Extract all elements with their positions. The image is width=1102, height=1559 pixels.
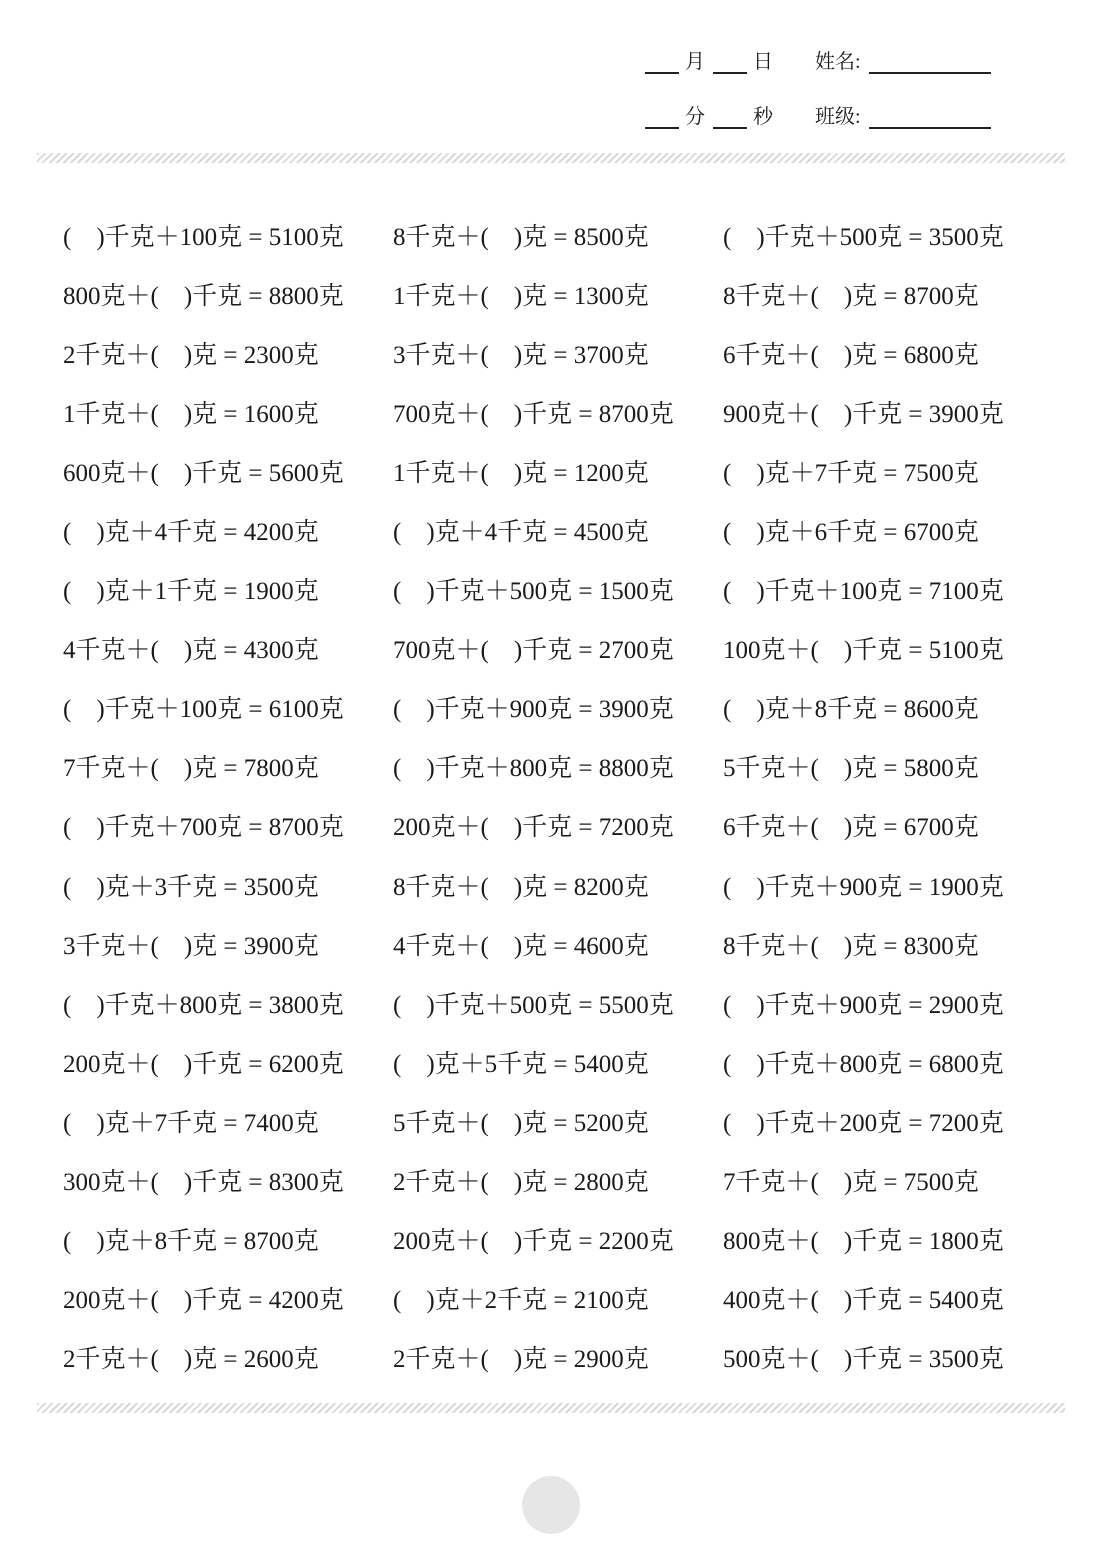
problem-item: 1千克＋( )克 = 1600克 xyxy=(63,400,319,428)
second-blank[interactable] xyxy=(713,107,747,129)
problem-item: 1千克＋( )克 = 1200克 xyxy=(393,459,649,487)
problem-row xyxy=(63,560,1063,619)
problem-row xyxy=(63,973,1063,1032)
problem-item: 300克＋( )千克 = 8300克 xyxy=(63,1169,344,1197)
problem-item: 200克＋( )千克 = 2200克 xyxy=(393,1228,674,1256)
time-row xyxy=(645,95,1065,129)
date-row xyxy=(645,40,1065,74)
problem-item: 900克＋( )千克 = 3900克 xyxy=(723,400,1004,428)
problem-row xyxy=(63,1091,1063,1150)
problem-item: 700克＋( )千克 = 8700克 xyxy=(393,400,674,428)
top-divider xyxy=(37,153,1065,163)
problem-row xyxy=(63,1032,1063,1091)
class-label: 班级: xyxy=(815,106,861,128)
problem-item: 8千克＋( )克 = 8300克 xyxy=(723,932,979,960)
problem-row xyxy=(63,914,1063,973)
problem-row xyxy=(63,205,1063,264)
problem-row xyxy=(63,737,1063,796)
problem-item: 2千克＋( )克 = 2600克 xyxy=(63,1346,319,1374)
problem-item: 4千克＋( )克 = 4600克 xyxy=(393,932,649,960)
problem-item: 8千克＋( )克 = 8200克 xyxy=(393,873,649,901)
problem-item: ( )千克＋900克 = 1900克 xyxy=(723,873,1004,901)
bottom-divider xyxy=(37,1403,1065,1413)
problem-item: ( )克＋5千克 = 5400克 xyxy=(393,1050,649,1078)
problem-item: ( )克＋7千克 = 7500克 xyxy=(723,459,979,487)
minute-label: 分 xyxy=(685,106,705,128)
problem-item: ( )克＋2千克 = 2100克 xyxy=(393,1287,649,1315)
problem-row xyxy=(63,264,1063,323)
problem-item: 200克＋( )千克 = 4200克 xyxy=(63,1287,344,1315)
problem-item: 3千克＋( )克 = 3900克 xyxy=(63,932,319,960)
problem-item: ( )千克＋800克 = 8800克 xyxy=(393,755,674,783)
problem-item: ( )克＋6千克 = 6700克 xyxy=(723,519,979,547)
problem-item: ( )千克＋700克 = 8700克 xyxy=(63,814,344,842)
problem-item: 600克＋( )千克 = 5600克 xyxy=(63,459,344,487)
problem-item: ( )千克＋200克 = 7200克 xyxy=(723,1109,1004,1137)
problem-item: 1千克＋( )克 = 1300克 xyxy=(393,282,649,310)
problem-item: ( )千克＋900克 = 3900克 xyxy=(393,696,674,724)
problem-item: 400克＋( )千克 = 5400克 xyxy=(723,1287,1004,1315)
problem-row xyxy=(63,441,1063,500)
day-blank[interactable] xyxy=(713,52,747,74)
problem-row xyxy=(63,796,1063,855)
problem-item: ( )克＋3千克 = 3500克 xyxy=(63,873,319,901)
minute-blank[interactable] xyxy=(645,107,679,129)
problem-row xyxy=(63,500,1063,559)
problem-row xyxy=(63,1328,1063,1387)
problem-item: 8千克＋( )克 = 8500克 xyxy=(393,223,649,251)
problem-item: 800克＋( )千克 = 1800克 xyxy=(723,1228,1004,1256)
problem-item: ( )千克＋500克 = 5500克 xyxy=(393,991,674,1019)
problem-item: 200克＋( )千克 = 6200克 xyxy=(63,1050,344,1078)
problem-item: ( )千克＋500克 = 1500克 xyxy=(393,578,674,606)
name-blank[interactable] xyxy=(869,52,991,74)
problem-item: 8千克＋( )克 = 8700克 xyxy=(723,282,979,310)
problem-item: 6千克＋( )克 = 6800克 xyxy=(723,341,979,369)
problem-item: ( )千克＋800克 = 3800克 xyxy=(63,991,344,1019)
problem-item: ( )克＋4千克 = 4200克 xyxy=(63,519,319,547)
problem-item: ( )克＋8千克 = 8700克 xyxy=(63,1228,319,1256)
problem-item: 2千克＋( )克 = 2900克 xyxy=(393,1346,649,1374)
problem-item: 2千克＋( )克 = 2300克 xyxy=(63,341,319,369)
day-label: 日 xyxy=(753,51,773,73)
second-label: 秒 xyxy=(753,106,773,128)
problem-item: ( )千克＋900克 = 2900克 xyxy=(723,991,1004,1019)
problem-item: ( )克＋7千克 = 7400克 xyxy=(63,1109,319,1137)
name-label: 姓名: xyxy=(815,51,861,73)
problem-item: ( )克＋4千克 = 4500克 xyxy=(393,519,649,547)
problem-item: ( )千克＋100克 = 7100克 xyxy=(723,578,1004,606)
problem-row xyxy=(63,1210,1063,1269)
problem-item: ( )千克＋100克 = 5100克 xyxy=(63,223,344,251)
problem-item: ( )克＋1千克 = 1900克 xyxy=(63,578,319,606)
problem-item: 6千克＋( )克 = 6700克 xyxy=(723,814,979,842)
problem-row xyxy=(63,619,1063,678)
problem-item: 2千克＋( )克 = 2800克 xyxy=(393,1169,649,1197)
problem-item: 100克＋( )千克 = 5100克 xyxy=(723,637,1004,665)
problem-item: 500克＋( )千克 = 3500克 xyxy=(723,1346,1004,1374)
problem-item: 200克＋( )千克 = 7200克 xyxy=(393,814,674,842)
problem-item: ( )千克＋800克 = 6800克 xyxy=(723,1050,1004,1078)
problem-row xyxy=(63,1151,1063,1210)
problem-item: 3千克＋( )克 = 3700克 xyxy=(393,341,649,369)
month-blank[interactable] xyxy=(645,52,679,74)
problem-item: ( )千克＋100克 = 6100克 xyxy=(63,696,344,724)
problem-row xyxy=(63,855,1063,914)
problem-item: 700克＋( )千克 = 2700克 xyxy=(393,637,674,665)
month-label: 月 xyxy=(685,51,705,73)
problem-item: 800克＋( )千克 = 8800克 xyxy=(63,282,344,310)
problem-item: 7千克＋( )克 = 7800克 xyxy=(63,755,319,783)
problem-row xyxy=(63,1269,1063,1328)
page-indicator xyxy=(522,1476,580,1534)
problem-item: 5千克＋( )克 = 5800克 xyxy=(723,755,979,783)
problem-item: ( )克＋8千克 = 8600克 xyxy=(723,696,979,724)
problem-grid xyxy=(63,205,1063,1387)
problem-item: 7千克＋( )克 = 7500克 xyxy=(723,1169,979,1197)
problem-item: 4千克＋( )克 = 4300克 xyxy=(63,637,319,665)
class-blank[interactable] xyxy=(869,107,991,129)
problem-row xyxy=(63,678,1063,737)
problem-item: 5千克＋( )克 = 5200克 xyxy=(393,1109,649,1137)
worksheet-header xyxy=(645,40,1065,150)
problem-row xyxy=(63,323,1063,382)
problem-item: ( )千克＋500克 = 3500克 xyxy=(723,223,1004,251)
problem-row xyxy=(63,382,1063,441)
